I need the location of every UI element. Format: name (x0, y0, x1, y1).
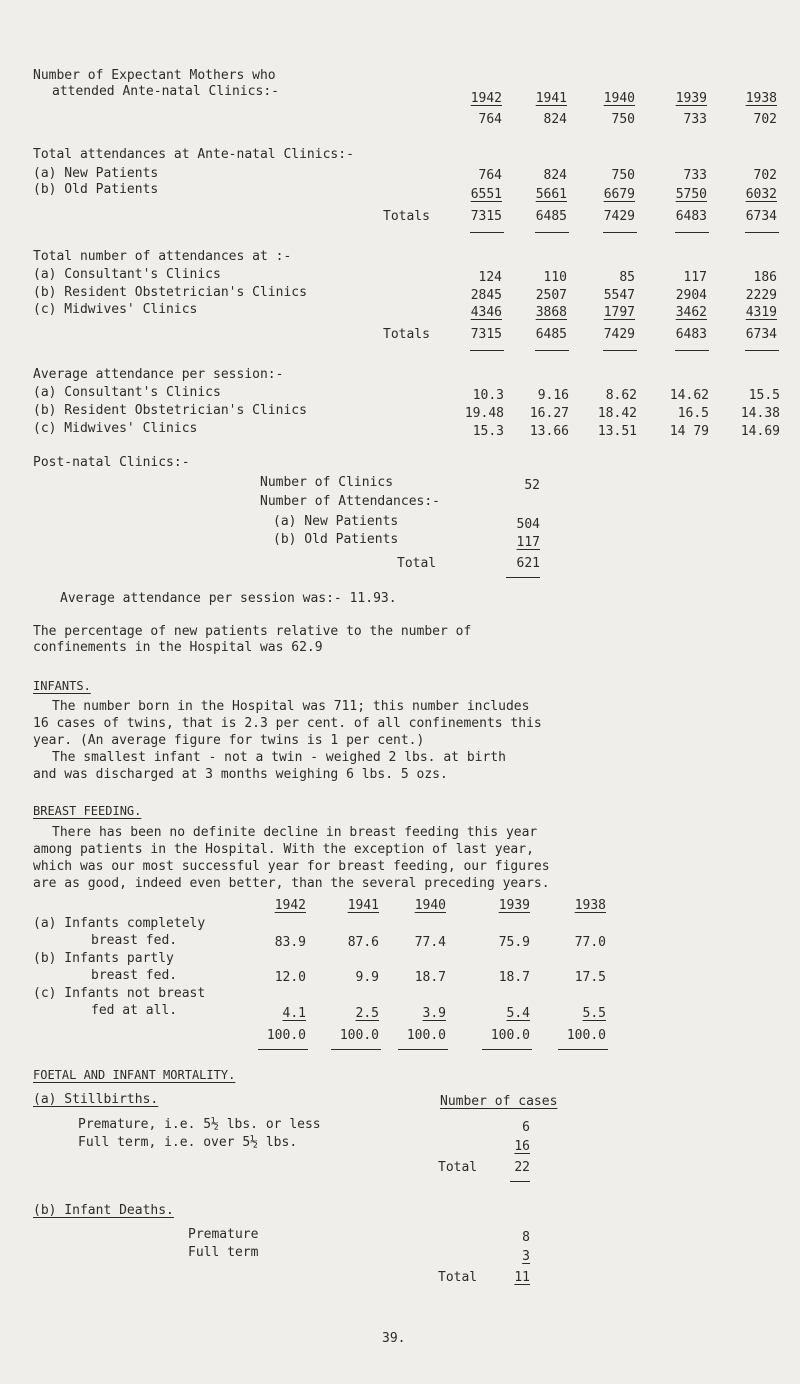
clinic-totals-value: 6734 (745, 327, 777, 342)
infant-deaths-heading: (b) Infant Deaths. (33, 1203, 174, 1218)
still-total-rule (510, 1181, 530, 1182)
new-patients-label: (a) New Patients (33, 166, 159, 181)
old-patients-value: 5750 (675, 187, 707, 202)
avg-consultant-value: 9.16 (537, 388, 569, 403)
still-total-value: 22 (514, 1160, 530, 1175)
breast-year-header: 1938 (574, 898, 606, 913)
breast-year-header: 1939 (498, 898, 530, 913)
total-rule (506, 577, 540, 578)
year-header: 1942 (470, 91, 502, 106)
breast-total-rule (331, 1049, 381, 1050)
consultant-value: 117 (683, 270, 707, 285)
old-patients-value: 5661 (535, 187, 567, 202)
midwives-value: 4346 (470, 305, 502, 320)
totals-value: 6734 (745, 209, 777, 224)
year-header: 1940 (603, 91, 635, 106)
avg-consultant-value: 10.3 (472, 388, 504, 403)
breast-b-value: 17.5 (574, 970, 606, 985)
midwives-value: 3868 (535, 305, 567, 320)
page-number: 39. (382, 1331, 406, 1346)
avg-consultant-value: 14.62 (669, 388, 709, 403)
mothers-value: 733 (683, 112, 707, 127)
breast-b-value: 12.0 (274, 970, 306, 985)
avg-midwives-label: (c) Midwives' Clinics (33, 421, 198, 436)
resident-value: 2904 (675, 288, 707, 303)
resident-value: 2229 (745, 288, 777, 303)
breast-b-value: 18.7 (498, 970, 530, 985)
breast-a-value: 77.4 (414, 935, 446, 950)
midwives-label: (c) Midwives' Clinics (33, 302, 198, 317)
new-patients-value: 750 (611, 168, 635, 183)
breast-line: which was our most successful year for breast feeding, our figures (33, 859, 550, 874)
death-fullterm-value: 3 (522, 1249, 530, 1264)
old-patients-value: 6032 (745, 187, 777, 202)
consultant-value: 85 (619, 270, 635, 285)
breast-total-value: 100.0 (339, 1028, 379, 1043)
breast-a-value: 75.9 (498, 935, 530, 950)
new-patients-value: 824 (543, 168, 567, 183)
breast-c-value: 4.1 (282, 1006, 306, 1021)
clinic-totals-value: 7315 (470, 327, 502, 342)
midwives-value: 3462 (675, 305, 707, 320)
death-fullterm-label: Full term (188, 1245, 259, 1260)
avg-resident-value: 14.38 (740, 406, 780, 421)
avg-midwives-value: 13.51 (597, 424, 637, 439)
breast-c-value: 5.5 (582, 1006, 606, 1021)
consultant-label: (a) Consultant's Clinics (33, 267, 221, 282)
avg-consultant-value: 15.5 (748, 388, 780, 403)
breast-a-value: 87.6 (347, 935, 379, 950)
clinic-attendances-heading: Total number of attendances at :- (33, 249, 292, 264)
totals-rule (745, 350, 779, 351)
totals-rule (470, 232, 504, 233)
breast-b-value: 9.9 (355, 970, 379, 985)
breast-total-rule (558, 1049, 608, 1050)
avg-resident-value: 19.48 (464, 406, 504, 421)
breast-c-value: 2.5 (355, 1006, 379, 1021)
clinic-totals-value: 6483 (675, 327, 707, 342)
mothers-value: 702 (753, 112, 777, 127)
breast-year-header: 1941 (347, 898, 379, 913)
breast-a-label: (a) Infants completely (33, 916, 206, 931)
num-clinics-label: Number of Clinics (260, 475, 394, 490)
breast-total-rule (258, 1049, 308, 1050)
breast-line: There has been no definite decline in breast feeding this year (52, 825, 538, 840)
postnatal-new-value: 504 (516, 517, 540, 532)
breast-c-value: 5.4 (506, 1006, 530, 1021)
resident-value: 5547 (603, 288, 635, 303)
breast-c-label: (c) Infants not breast (33, 986, 206, 1001)
midwives-value: 1797 (603, 305, 635, 320)
breast-c-label: fed at all. (91, 1003, 178, 1018)
breast-b-value: 18.7 (414, 970, 446, 985)
totals-rule (535, 232, 569, 233)
totals-value: 7315 (470, 209, 502, 224)
avg-midwives-value: 14.69 (740, 424, 780, 439)
antenatal-heading-line1: Number of Expectant Mothers who (33, 68, 276, 83)
breast-feeding-heading: BREAST FEEDING. (33, 804, 142, 818)
avg-resident-label: (b) Resident Obstetrician's Clinics (33, 403, 307, 418)
breast-line: among patients in the Hospital. With the exception of last year, (33, 842, 534, 857)
mothers-value: 764 (478, 112, 502, 127)
infants-line: The number born in the Hospital was 711; this number includes (52, 699, 530, 714)
old-patients-value: 6551 (470, 187, 502, 202)
totals-label: Totals (383, 209, 430, 224)
postnatal-total-value: 621 (516, 556, 540, 571)
clinic-totals-value: 7429 (603, 327, 635, 342)
death-premature-label: Premature (188, 1227, 259, 1242)
totals-rule (603, 350, 637, 351)
num-clinics-value: 52 (524, 478, 540, 493)
avg-resident-value: 16.5 (677, 406, 709, 421)
infants-line: The smallest infant - not a twin - weighed 2 lbs. at birth (52, 750, 506, 765)
old-patients-value: 6679 (603, 187, 635, 202)
new-patients-value: 764 (478, 168, 502, 183)
avg-midwives-value: 14 79 (669, 424, 709, 439)
totals-rule (745, 232, 779, 233)
avg-resident-value: 16.27 (529, 406, 569, 421)
totals-rule (535, 350, 569, 351)
breast-line: are as good, indeed even better, than the several preceding years. (33, 876, 550, 891)
stillbirths-heading: (a) Stillbirths. (33, 1092, 159, 1107)
breast-total-rule (482, 1049, 532, 1050)
breast-total-rule (398, 1049, 448, 1050)
infants-heading: INFANTS. (33, 679, 91, 693)
consultant-value: 110 (543, 270, 567, 285)
postnatal-total-label: Total (397, 556, 437, 571)
breast-a-value: 77.0 (574, 935, 606, 950)
fullterm-value: 16 (514, 1139, 530, 1154)
totals-value: 6483 (675, 209, 707, 224)
breast-total-value: 100.0 (266, 1028, 306, 1043)
year-header: 1938 (745, 91, 777, 106)
totals-rule (675, 350, 709, 351)
antenatal-heading-line2: attended Ante-natal Clinics:- (52, 84, 279, 99)
consultant-value: 186 (753, 270, 777, 285)
still-total-label: Total (438, 1160, 478, 1175)
year-header: 1939 (675, 91, 707, 106)
death-total-label: Total (438, 1270, 478, 1285)
infants-line: and was discharged at 3 months weighing 6 lbs. 5 ozs. (33, 767, 448, 782)
consultant-value: 124 (478, 270, 502, 285)
breast-total-value: 100.0 (406, 1028, 446, 1043)
breast-a-value: 83.9 (274, 935, 306, 950)
totals-value: 7429 (603, 209, 635, 224)
postnatal-heading: Post-natal Clinics:- (33, 455, 190, 470)
totals-value: 6485 (535, 209, 567, 224)
postnatal-old-label: (b) Old Patients (273, 532, 399, 547)
avg-resident-value: 18.42 (597, 406, 637, 421)
breast-c-value: 3.9 (422, 1006, 446, 1021)
infants-line: year. (An average figure for twins is 1 per cent.) (33, 733, 425, 748)
postnatal-avg-text: Average attendance per session was:- 11.93. (60, 591, 397, 606)
premature-label: Premature, i.e. 5½ lbs. or less (78, 1117, 321, 1132)
postnatal-old-value: 117 (516, 535, 540, 550)
resident-value: 2845 (470, 288, 502, 303)
breast-b-label: (b) Infants partly (33, 951, 174, 966)
totals-rule (470, 350, 504, 351)
avg-consultant-label: (a) Consultant's Clinics (33, 385, 221, 400)
old-patients-label: (b) Old Patients (33, 182, 159, 197)
new-patients-value: 702 (753, 168, 777, 183)
year-header: 1941 (535, 91, 567, 106)
postnatal-new-label: (a) New Patients (273, 514, 399, 529)
death-premature-value: 8 (522, 1230, 530, 1245)
avg-consultant-value: 8.62 (605, 388, 637, 403)
breast-total-value: 100.0 (566, 1028, 606, 1043)
new-patients-value: 733 (683, 168, 707, 183)
num-attendances-label: Number of Attendances:- (260, 494, 441, 509)
clinic-totals-value: 6485 (535, 327, 567, 342)
breast-b-label: breast fed. (91, 968, 178, 983)
fullterm-label: Full term, i.e. over 5½ lbs. (78, 1135, 298, 1150)
breast-total-value: 100.0 (490, 1028, 530, 1043)
totals-rule (603, 232, 637, 233)
mothers-value: 750 (611, 112, 635, 127)
clinic-totals-label: Totals (383, 327, 430, 342)
midwives-value: 4319 (745, 305, 777, 320)
mortality-heading: FOETAL AND INFANT MORTALITY. (33, 1068, 236, 1082)
avg-midwives-value: 15.3 (472, 424, 504, 439)
breast-year-header: 1942 (274, 898, 306, 913)
death-total-value: 11 (514, 1270, 530, 1285)
mothers-value: 824 (543, 112, 567, 127)
resident-label: (b) Resident Obstetrician's Clinics (33, 285, 307, 300)
breast-year-header: 1940 (414, 898, 446, 913)
infants-line: 16 cases of twins, that is 2.3 per cent. of all confinements this (33, 716, 542, 731)
percentage-line2: confinements in the Hospital was 62.9 (33, 640, 323, 655)
avg-midwives-value: 13.66 (529, 424, 569, 439)
totals-rule (675, 232, 709, 233)
percentage-line1: The percentage of new patients relative to the number of (33, 624, 472, 639)
resident-value: 2507 (535, 288, 567, 303)
breast-a-label: breast fed. (91, 933, 178, 948)
premature-value: 6 (522, 1120, 530, 1135)
cases-heading: Number of cases (440, 1094, 558, 1109)
total-attendances-heading: Total attendances at Ante-natal Clinics:- (33, 147, 354, 162)
avg-heading: Average attendance per session:- (33, 367, 284, 382)
